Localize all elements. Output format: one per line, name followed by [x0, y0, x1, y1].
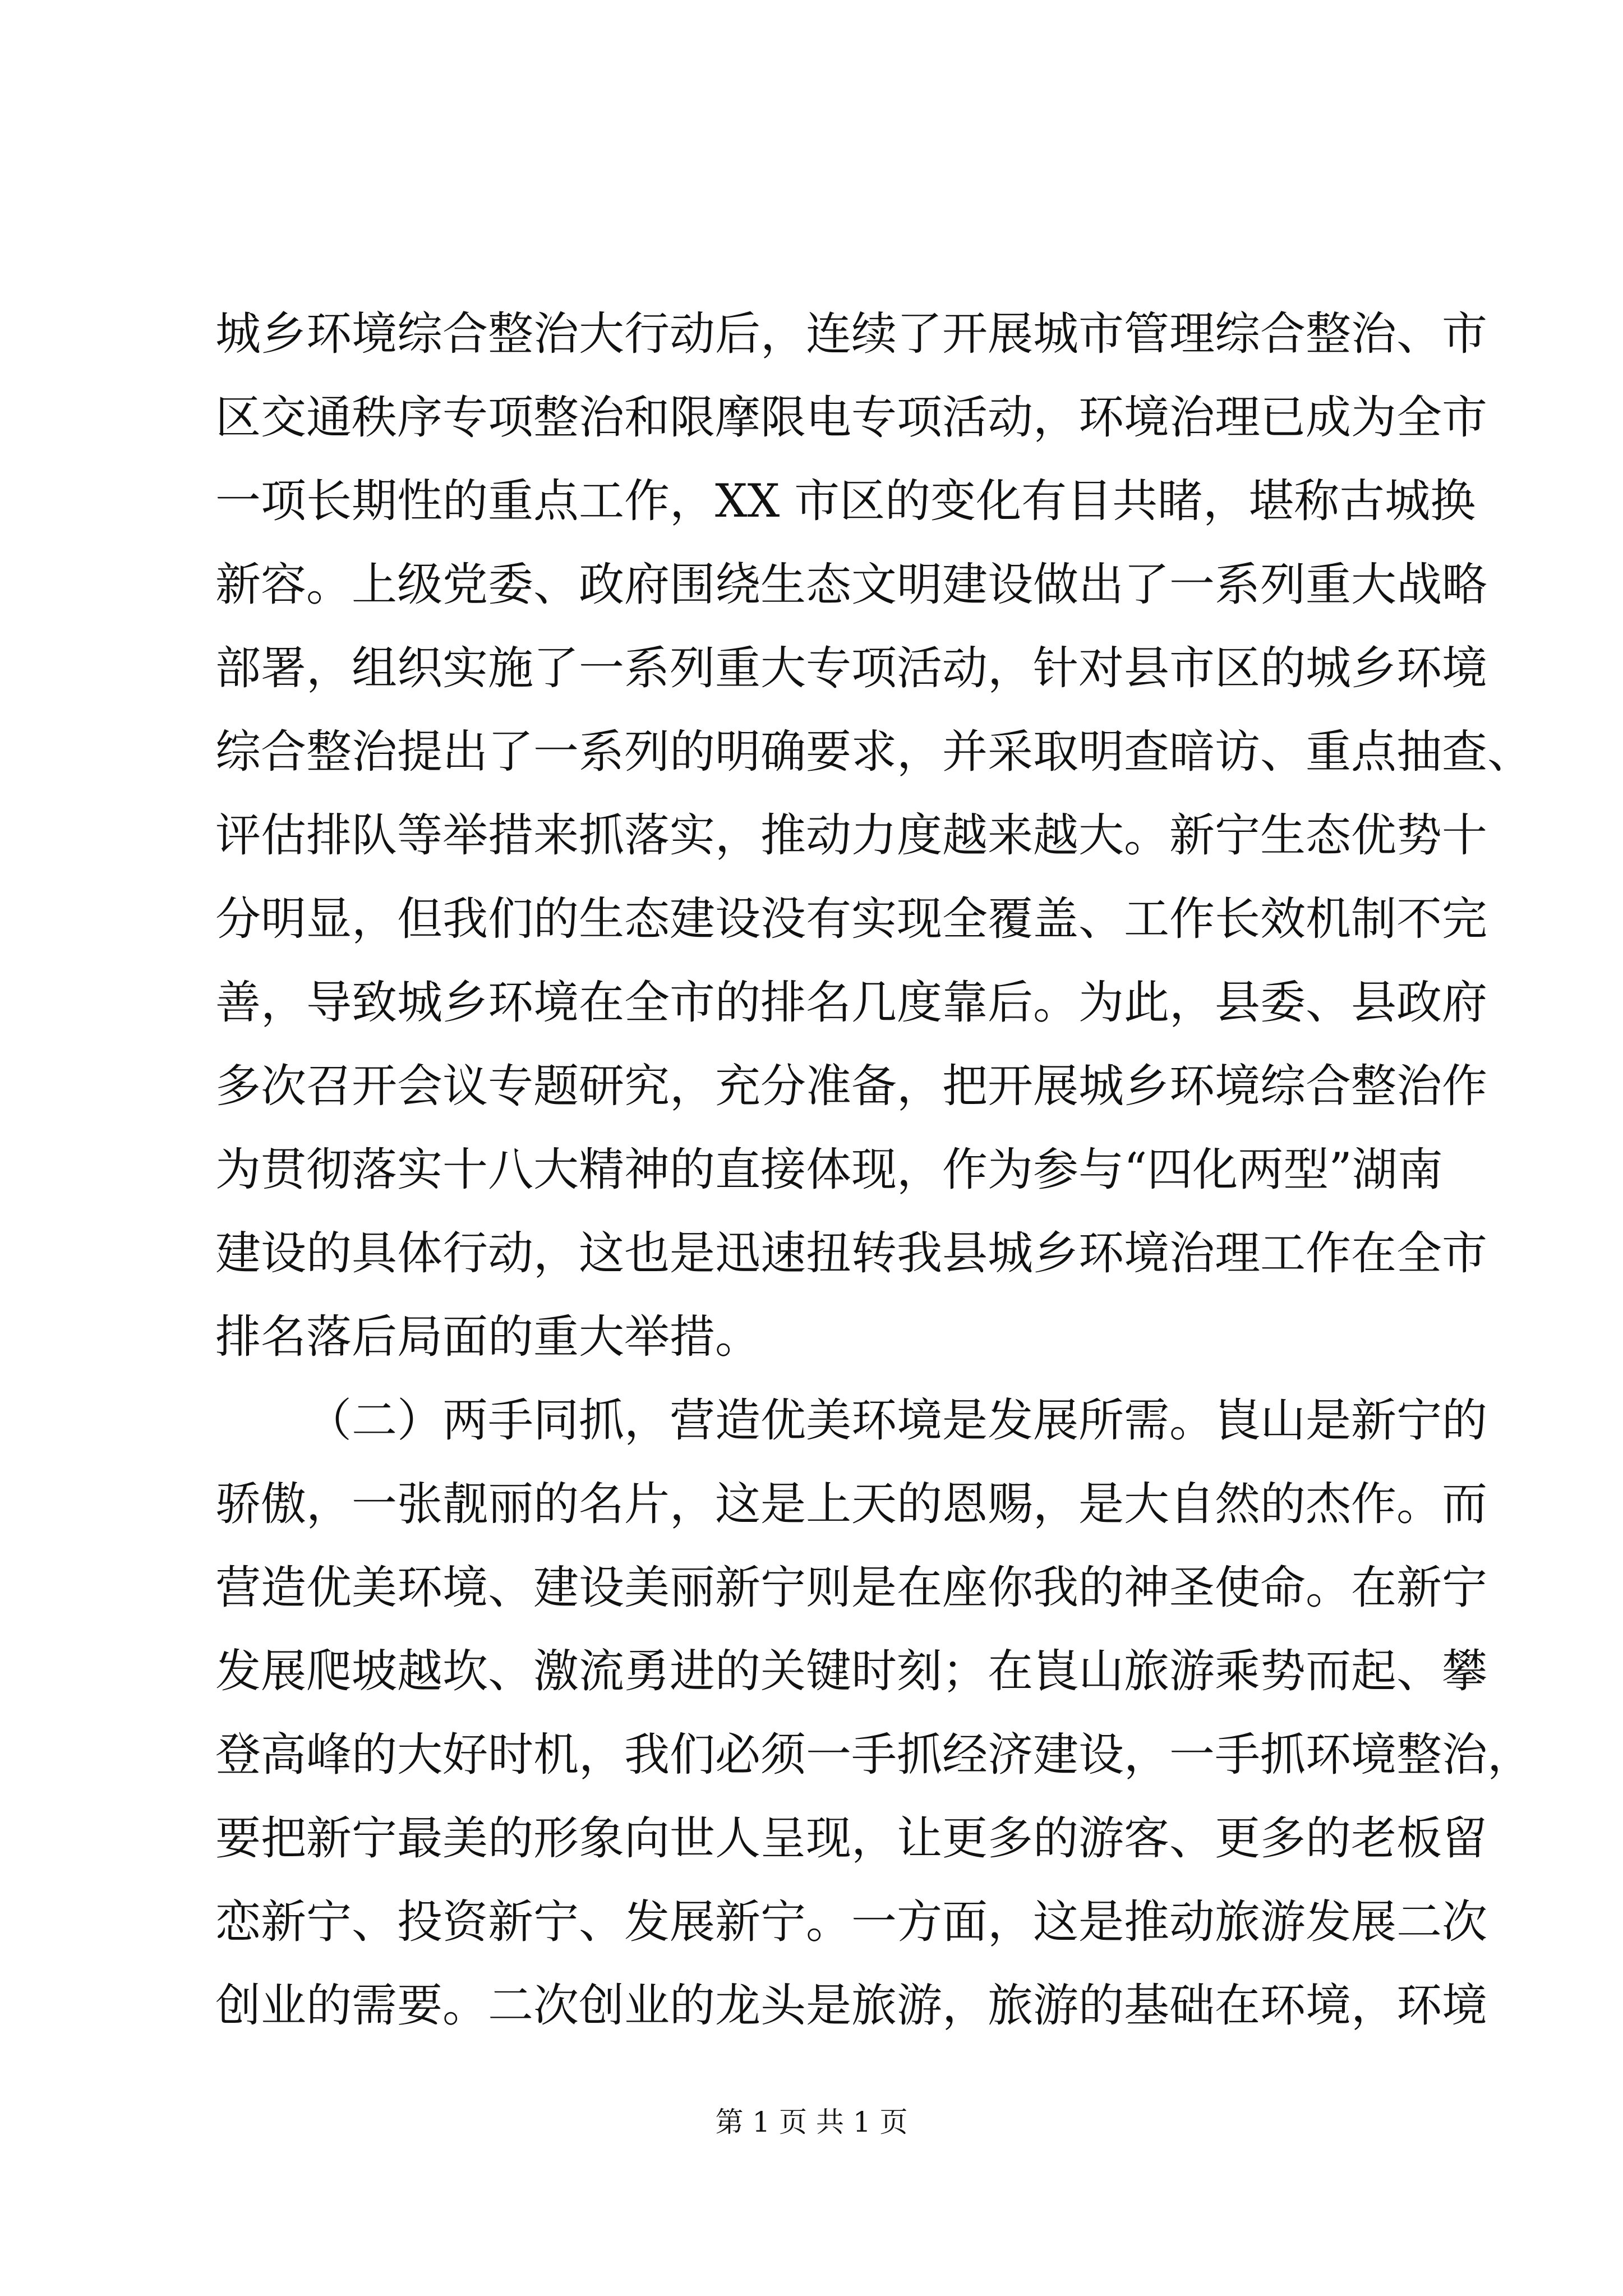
text-line: 评估排队等举措来抓落实，推动力度越来越大。新宁生态优势十	[215, 809, 1488, 862]
text-line: 区交通秩序专项整治和限摩限电专项活动，环境治理已成为全市	[215, 392, 1488, 444]
text-line: 分明显，但我们的生态建设没有实现全覆盖、工作长效机制不完	[215, 893, 1488, 946]
text-line: 建设的具体行动，这也是迅速扭转我县城乡环境治理工作在全市	[215, 1227, 1488, 1280]
text-line: 多次召开会议专题研究，充分准备，把开展城乡环境综合整治作	[215, 1060, 1488, 1113]
text-line: 新容。上级党委、政府围绕生态文明建设做出了一系列重大战略	[215, 559, 1488, 611]
text-line: 为贯彻落实十八大精神的直接体现，作为参与“四化两型”湖南	[215, 1144, 1443, 1197]
text-line: 营造优美环境、建设美丽新宁则是在座你我的神圣使命。在新宁	[215, 1562, 1488, 1614]
text-line: 骄傲，一张靓丽的名片，这是上天的恩赐，是大自然的杰作。而	[215, 1478, 1488, 1531]
text-line: 部署，组织实施了一系列重大专项活动，针对县市区的城乡环境	[215, 642, 1488, 695]
section-heading-line: （二）两手同抓，营造优美环境是发展所需。崀山是新宁的	[306, 1395, 1488, 1447]
text-line: 排名落后局面的重大举措。	[215, 1311, 761, 1364]
text-line: 善，导致城乡环境在全市的排名几度靠后。为此，县委、县政府	[215, 977, 1488, 1029]
text-line: 综合整治提出了一系列的明确要求，并采取明查暗访、重点抽查、	[215, 726, 1533, 779]
text-line: 登高峰的大好时机，我们必须一手抓经济建设，一手抓环境整治，	[215, 1729, 1533, 1782]
text-line: 城乡环境综合整治大行动后，连续了开展城市管理综合整治、市	[215, 308, 1488, 361]
text-line: 要把新宁最美的形象向世人呈现，让更多的游客、更多的老板留	[215, 1812, 1488, 1865]
page-number-footer: 第 1 页 共 1 页	[715, 2106, 908, 2138]
text-line: 发展爬坡越坎、激流勇进的关键时刻；在崀山旅游乘势而起、攀	[215, 1645, 1488, 1698]
body-text	[215, 293, 1533, 2048]
text-line: 一项长期性的重点工作，XX 市区的变化有目共睹，堪称古城换	[215, 475, 1476, 528]
text-line: 恋新宁、投资新宁、发展新宁。一方面，这是推动旅游发展二次	[215, 1896, 1488, 1949]
text-line: 创业的需要。二次创业的龙头是旅游，旅游的基础在环境，环境	[215, 1980, 1488, 2032]
